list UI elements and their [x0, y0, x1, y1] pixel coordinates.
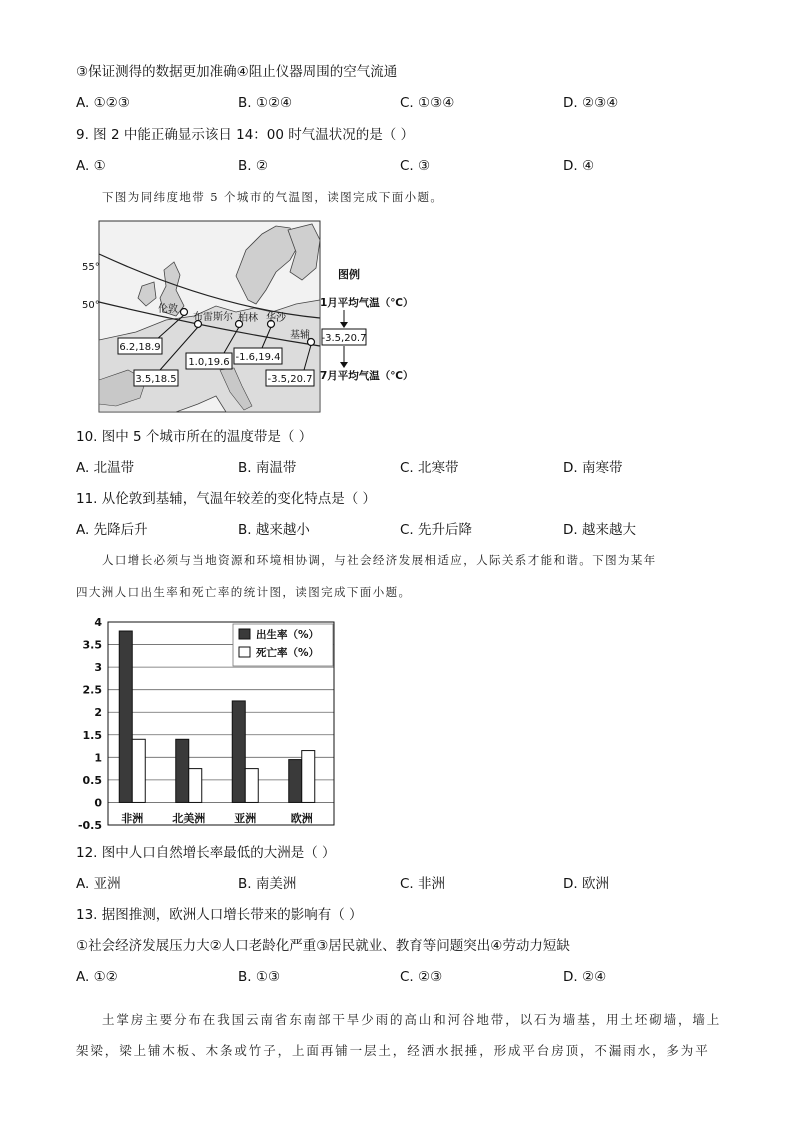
q11-option-b[interactable]: B. 越来越小: [238, 522, 310, 538]
q11-stem: 11. 从伦敦到基辅，气温年较差的变化特点是（ ）: [76, 491, 377, 507]
bar-birth-rate-2: [232, 701, 245, 803]
q13-statements: ①社会经济发展压力大②人口老龄化严重③居民就业、教育等问题突出④劳动力短缺: [76, 938, 570, 954]
bar-birth-rate-3: [289, 760, 302, 803]
temperature-map: [76, 220, 421, 414]
legend-label-death: 死亡率（%）: [256, 647, 320, 659]
q8-option-a[interactable]: A. ①②③: [76, 95, 130, 111]
population-intro-line-2: 四大洲人口出生率和死亡率的统计图，读图完成下面小题。: [76, 585, 412, 599]
y-tick-label: 0.5: [82, 773, 102, 787]
y-tick-label: 2: [94, 706, 102, 720]
q9-option-c[interactable]: C. ③: [400, 158, 431, 174]
legend-jul-label: 7月平均气温（℃）: [320, 370, 414, 382]
city-label-berlin: 柏林: [238, 313, 258, 324]
q10-stem: 10. 图中 5 个城市所在的温度带是（ ）: [76, 429, 313, 445]
q12-stem: 12. 图中人口自然增长率最低的大洲是（ ）: [76, 845, 336, 861]
q13-option-a[interactable]: A. ①②: [76, 969, 118, 985]
population-intro-line-1: 人口增长必须与当地资源和环境相协调，与社会经济发展相适应，人际关系才能和谐。下图为某年: [102, 553, 657, 567]
legend-title: 图例: [338, 268, 360, 281]
bar-death-rate-2: [245, 769, 258, 803]
value-box-kyiv: -3.5,20.7: [267, 374, 313, 385]
legend-jan-label: 1月平均气温（℃）: [320, 297, 414, 309]
q13-option-d[interactable]: D. ②④: [563, 969, 607, 985]
y-tick-label: 3.5: [82, 638, 102, 652]
legend-box: -3.5,20.7: [321, 333, 367, 344]
q9-stem: 9. 图 2 中能正确显示该日 14：00 时气温状况的是（ ）: [76, 127, 415, 143]
q10-option-c[interactable]: C. 北寒带: [400, 460, 459, 476]
q8-option-d[interactable]: D. ②③④: [563, 95, 619, 111]
q11-option-d[interactable]: D. 越来越大: [563, 522, 636, 538]
city-label-kyiv: 基辅: [290, 330, 310, 341]
house-passage-line-2: 架梁，梁上铺木板、木条或竹子，上面再铺一层土，经洒水抿捶，形成平台房顶，不漏雨水，多为平: [76, 1043, 710, 1058]
population-bar-chart: [76, 614, 340, 832]
legend-label-birth: 出生率（%）: [256, 629, 320, 641]
lat-50-label: 50°: [82, 300, 100, 311]
q8-statement-tail: ③保证测得的数据更加准确④阻止仪器周围的空气流通: [76, 64, 398, 80]
y-tick-label: 3: [94, 661, 102, 675]
map-intro: 下图为同纬度地带 5 个城市的气温图，读图完成下面小题。: [102, 190, 444, 204]
q13-stem: 13. 据图推测，欧洲人口增长带来的影响有（ ）: [76, 907, 363, 923]
x-category-label: 非洲: [121, 812, 144, 825]
y-tick-label: 0: [94, 796, 102, 810]
q12-option-d[interactable]: D. 欧洲: [563, 876, 609, 892]
y-tick-label: 2.5: [82, 683, 102, 697]
q9-option-a[interactable]: A. ①: [76, 158, 106, 174]
value-box-brussels: 3.5,18.5: [135, 374, 177, 385]
q12-option-c[interactable]: C. 非洲: [400, 876, 446, 892]
q13-option-b[interactable]: B. ①③: [238, 969, 281, 985]
q13-option-c[interactable]: C. ②③: [400, 969, 443, 985]
q11-option-c[interactable]: C. 先升后降: [400, 522, 473, 538]
legend-swatch-death: [239, 647, 250, 657]
city-label-london: 伦敦: [158, 304, 178, 315]
q9-option-d[interactable]: D. ④: [563, 158, 595, 174]
city-point-london: [181, 309, 188, 316]
q9-option-b[interactable]: B. ②: [238, 158, 268, 174]
lat-55-label: 55°: [82, 262, 100, 273]
q8-option-c[interactable]: C. ①③④: [400, 95, 455, 111]
q10-option-a[interactable]: A. 北温带: [76, 460, 135, 476]
q8-option-b[interactable]: B. ①②④: [238, 95, 293, 111]
city-label-warsaw: 华沙: [266, 313, 286, 324]
y-tick-label: 1: [94, 751, 102, 765]
house-passage-line-1: 土掌房主要分布在我国云南省东南部干旱少雨的高山和河谷地带，以石为墙基，用土坯砌墙，墙上: [102, 1012, 722, 1027]
q12-option-a[interactable]: A. 亚洲: [76, 876, 121, 892]
legend-swatch-birth: [239, 629, 250, 639]
value-box-warsaw: -1.6,19.4: [235, 352, 281, 363]
bar-death-rate-3: [302, 751, 315, 803]
bar-birth-rate-1: [176, 739, 189, 802]
x-category-label: 亚洲: [234, 812, 257, 825]
q10-option-d[interactable]: D. 南寒带: [563, 460, 623, 476]
bar-death-rate-0: [132, 739, 145, 802]
q12-option-b[interactable]: B. 南美洲: [238, 876, 297, 892]
bar-death-rate-1: [189, 769, 202, 803]
city-label-brussels: 布雷斯尔: [193, 312, 233, 323]
y-tick-label: 4: [94, 616, 102, 629]
value-box-berlin: 1.0,19.6: [188, 357, 230, 368]
q11-option-a[interactable]: A. 先降后升: [76, 522, 148, 538]
y-tick-label: 1.5: [82, 728, 102, 742]
x-category-label: 北美洲: [172, 812, 206, 825]
q10-option-b[interactable]: B. 南温带: [238, 460, 297, 476]
value-box-london: 6.2,18.9: [119, 342, 161, 353]
x-category-label: 欧洲: [290, 812, 313, 825]
bar-birth-rate-0: [119, 631, 132, 802]
y-tick-label: -0.5: [77, 819, 102, 832]
